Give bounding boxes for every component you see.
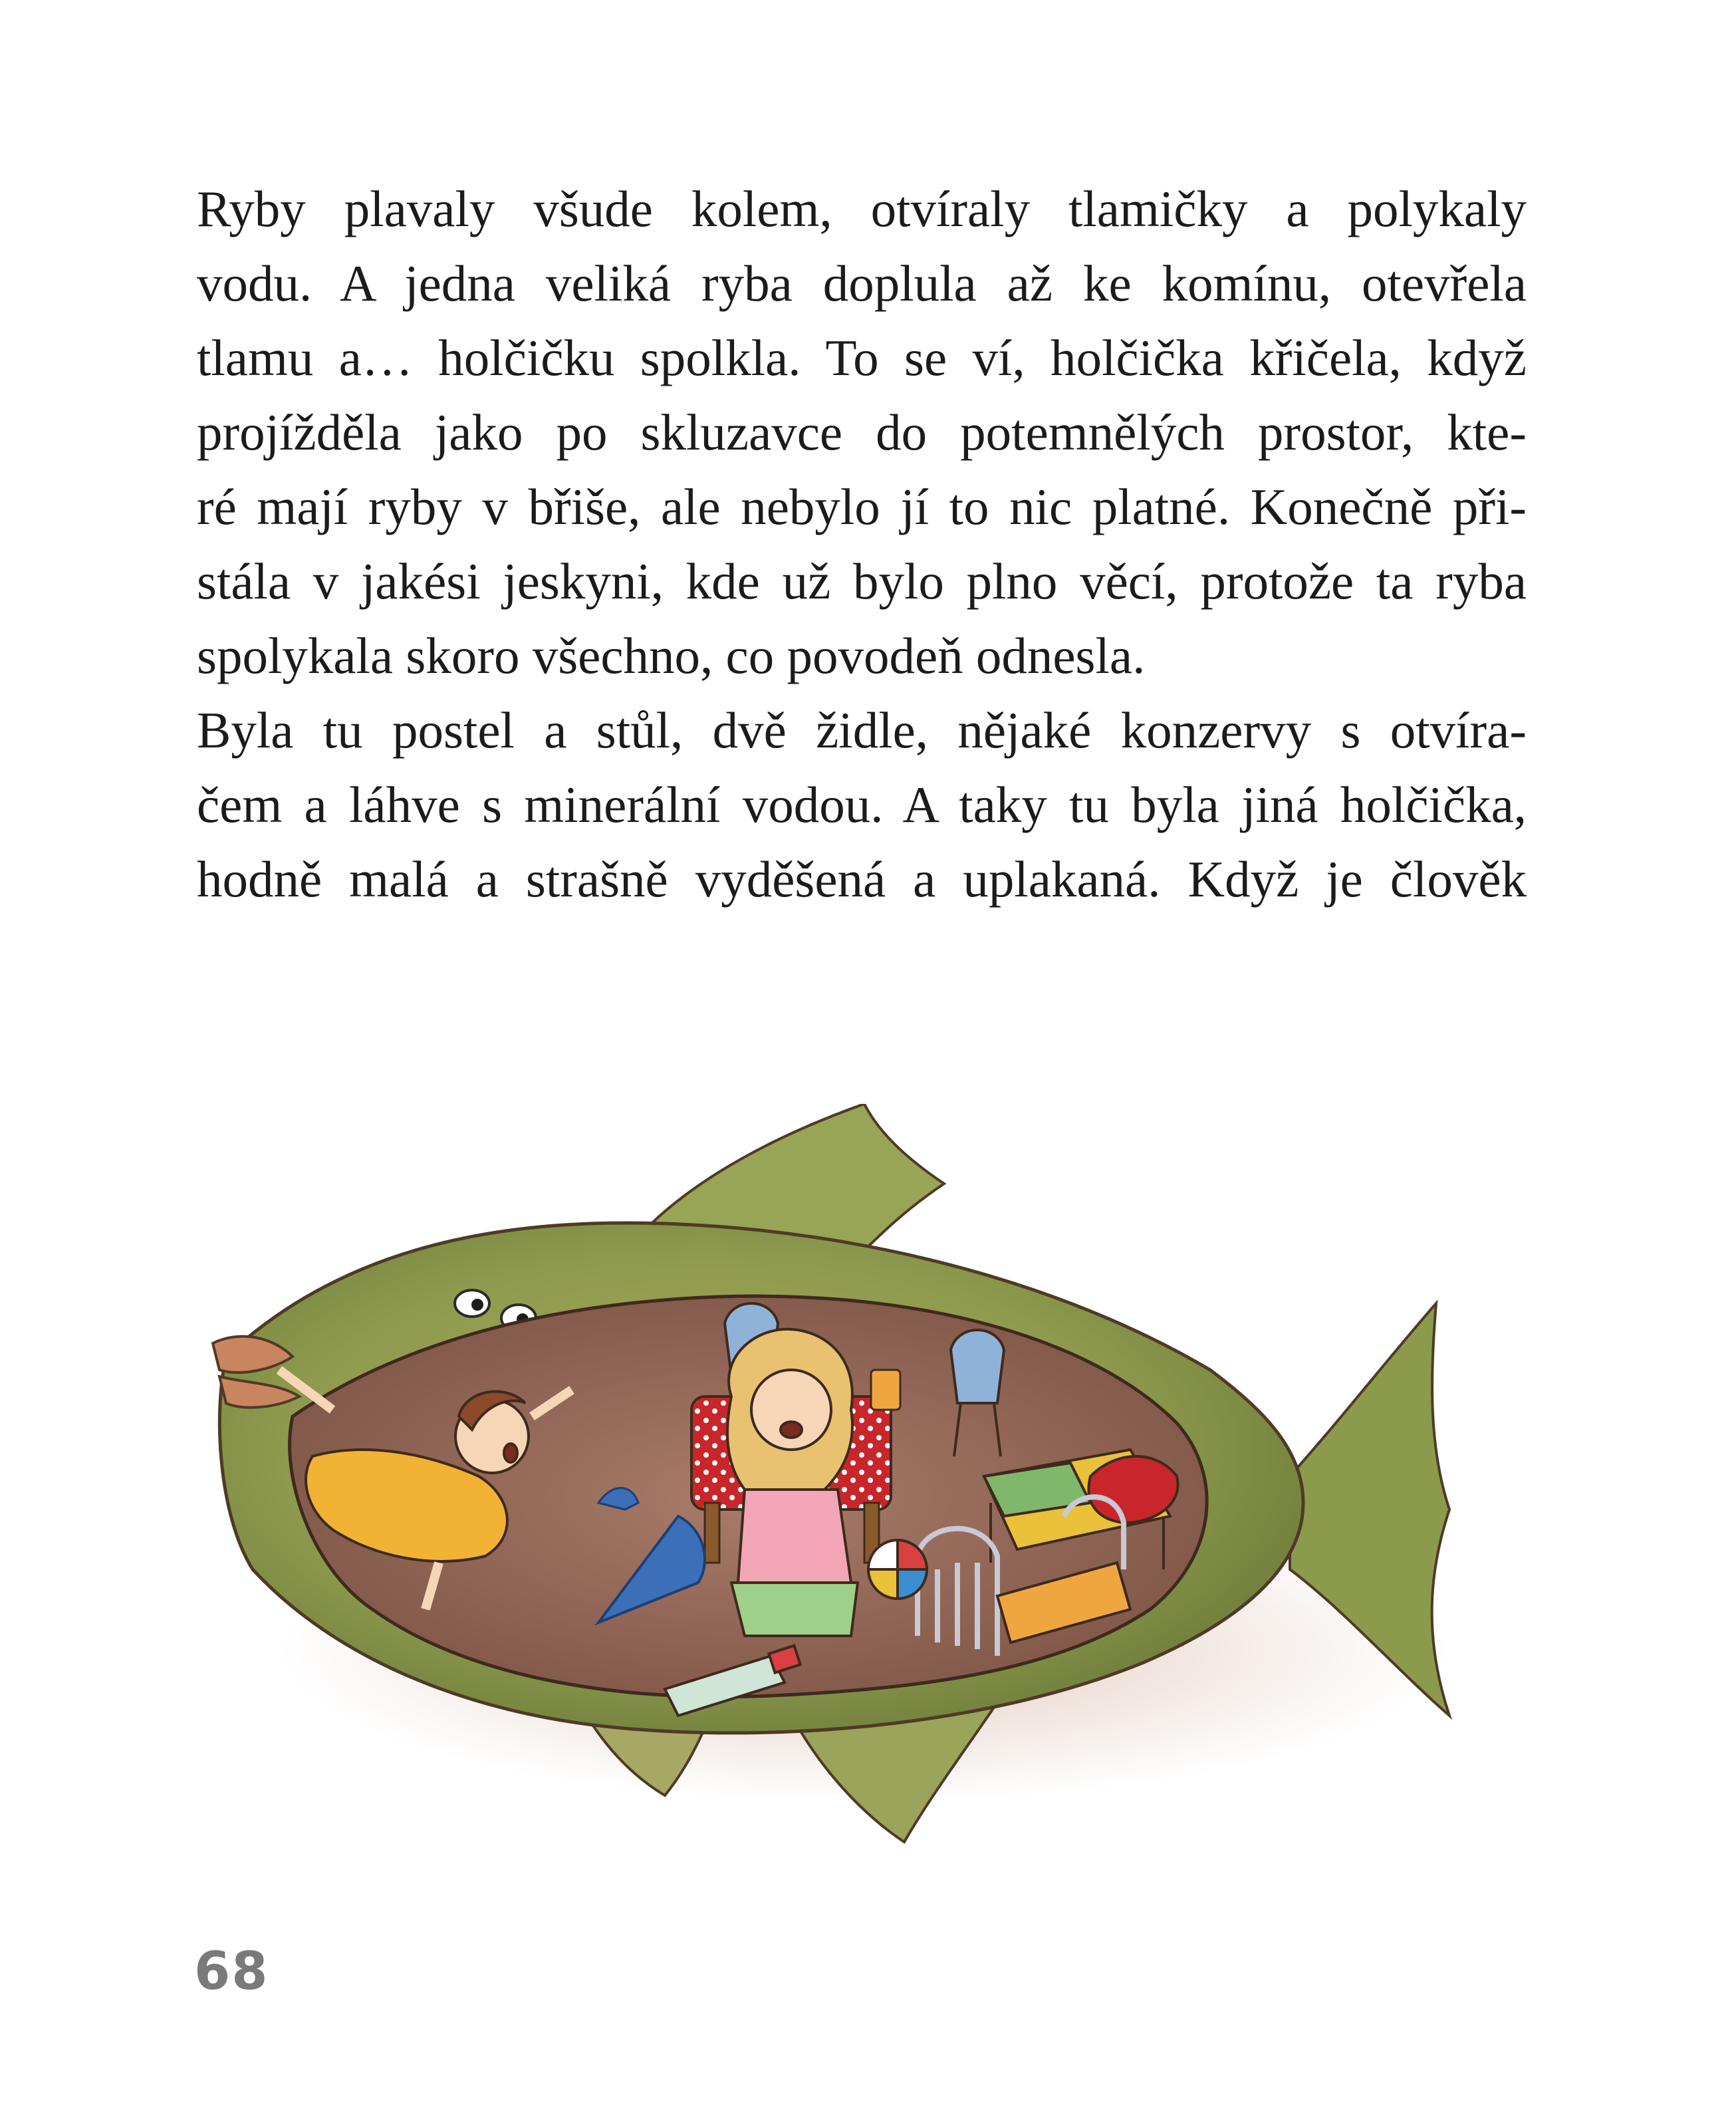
text-line: Ryby plavaly všude kolem, otvíraly tlamičky a polykaly [197, 180, 1527, 237]
text-line: stála v jakési jeskyni, kde už bylo plno věcí, protože ta ryba [197, 553, 1527, 610]
text-line: čem a láhve s minerální vodou. A taky tu byla jiná holčička, [197, 776, 1527, 833]
text-line: ré mají ryby v břiše, ale nebylo jí to nic platné. Konečně při- [197, 478, 1527, 535]
fish-illustration [199, 1104, 1529, 1942]
page-number: 68 [194, 1942, 269, 2002]
text-line: hodně malá a strašně vyděšená a uplakaná. Když je člověk [197, 851, 1527, 908]
beach-ball [868, 1540, 927, 1599]
text-line: spolykala skoro všechno, co povodeň odnesla. [197, 627, 1146, 684]
text-line: tlamu a… holčičku spolkla. To se ví, holčička křičela, když [197, 329, 1527, 386]
text-line: projížděla jako po skluzavce do potemnělých prostor, kte- [197, 404, 1527, 461]
text-line: vodu. A jedna veliká ryba doplula až ke komínu, otevřela [197, 255, 1527, 312]
text-line: Byla tu postel a stůl, dvě židle, nějaké konzervy s otvíra- [197, 702, 1527, 759]
body-text [197, 172, 1527, 916]
